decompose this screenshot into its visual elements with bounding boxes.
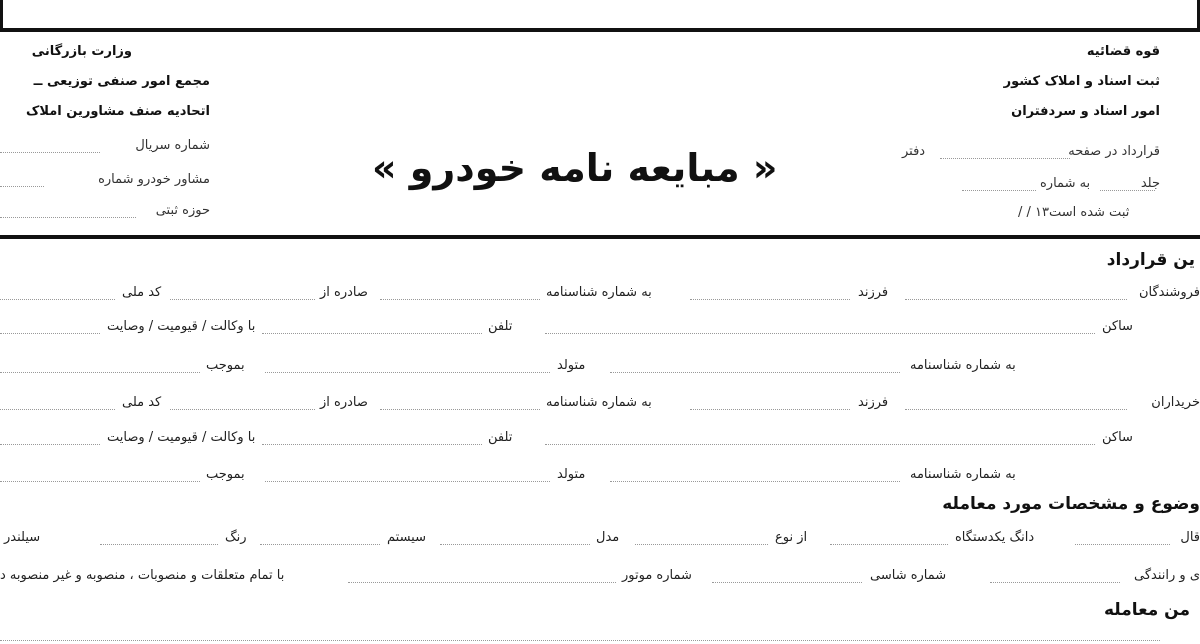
vehicle-engine-field[interactable] xyxy=(348,582,616,583)
org-right-line-1: قوه قضائیه xyxy=(1086,44,1160,59)
vehicle-driving-label: ی و رانندگی xyxy=(1134,568,1200,583)
seller-issued-from-field[interactable] xyxy=(170,299,315,300)
buyer-residence-label: ساکن xyxy=(1102,430,1133,445)
buyer-id-number-field[interactable] xyxy=(380,409,540,410)
seller-power-of-attorney-label: با وکالت / قیومیت / وصایت xyxy=(107,319,256,334)
buyer-attorney-field[interactable] xyxy=(0,444,100,445)
serial-number-field[interactable] xyxy=(0,152,100,153)
seller-residence-field[interactable] xyxy=(545,333,1095,334)
advisor-number-field[interactable] xyxy=(0,186,44,187)
header-bottom-rule xyxy=(0,235,1200,239)
buyer-child-of-label: فرزند xyxy=(858,395,889,410)
seller-rep-birth-field[interactable] xyxy=(265,372,550,373)
vehicle-system-field[interactable] xyxy=(440,544,590,545)
buyer-father-field[interactable] xyxy=(690,409,850,410)
buyer-rep-id-label: به شماره شناسنامه xyxy=(910,467,1016,482)
buyer-id-number-label: به شماره شناسنامه xyxy=(546,395,652,410)
seller-residence-label: ساکن xyxy=(1102,319,1133,334)
seller-phone-label: تلفن xyxy=(488,319,513,334)
volume-field[interactable] xyxy=(1100,190,1155,191)
buyers-name-field[interactable] xyxy=(905,409,1127,410)
seller-id-number-field[interactable] xyxy=(380,299,540,300)
seller-rep-id-label: به شماره شناسنامه xyxy=(910,358,1016,373)
number-label: به شماره xyxy=(1040,176,1091,191)
section-subject-heading: وضوع و مشخصات مورد معامله xyxy=(942,494,1200,514)
org-left-line-1: وزارت بازرگانی xyxy=(31,44,132,59)
vehicle-cylinder-label: سیلندر xyxy=(4,530,41,545)
vehicle-share-label: دانگ یکدستگاه xyxy=(955,530,1035,545)
top-frame-left xyxy=(0,0,3,28)
vehicle-model-label: مدل xyxy=(596,530,620,545)
vehicle-type-field[interactable] xyxy=(830,544,948,545)
seller-rep-birth-label: متولد xyxy=(557,358,586,373)
vehicle-plate-field[interactable] xyxy=(990,582,1120,583)
seller-national-code-field[interactable] xyxy=(0,299,115,300)
vehicle-chassis-field[interactable] xyxy=(712,582,862,583)
buyer-national-code-label: کد ملی xyxy=(122,395,162,410)
org-left-line-3: اتحادیه صنف مشاورین املاک xyxy=(26,104,210,119)
seller-rep-basis-label: بموجب xyxy=(206,358,245,373)
seller-phone-field[interactable] xyxy=(262,333,482,334)
org-right-line-3: امور اسناد و سردفتران xyxy=(1011,104,1160,119)
buyer-phone-field[interactable] xyxy=(262,444,482,445)
vehicle-transfer-label: قال xyxy=(1180,530,1200,545)
buyer-rep-birth-label: متولد xyxy=(557,467,586,482)
serial-number-label: شماره سریال xyxy=(135,138,210,153)
seller-id-number-label: به شماره شناسنامه xyxy=(546,285,652,300)
contract-page-label: قرارداد در صفحه xyxy=(1068,144,1160,159)
buyer-national-code-field[interactable] xyxy=(0,409,115,410)
page-title: « مبایعه نامه خودرو » xyxy=(372,146,778,190)
sellers-name-field[interactable] xyxy=(905,299,1127,300)
buyer-rep-birth-field[interactable] xyxy=(265,481,550,482)
volume-label: جلد xyxy=(1140,176,1160,191)
header-top-rule xyxy=(0,28,1200,32)
seller-rep-id-field[interactable] xyxy=(610,372,900,373)
org-right-line-2: ثبت اسناد و املاک کشور xyxy=(1003,74,1160,89)
buyer-rep-basis-field[interactable] xyxy=(0,481,200,482)
vehicle-system-label: سیستم xyxy=(387,530,426,545)
vehicle-model-field[interactable] xyxy=(635,544,768,545)
buyer-issued-from-label: صادره از xyxy=(320,395,368,410)
vehicle-color-field[interactable] xyxy=(260,544,380,545)
advisor-number-label: مشاور خودرو شماره xyxy=(98,172,210,187)
section-price-heading: من معامله xyxy=(1103,600,1190,620)
vehicle-color-label: رنگ xyxy=(225,530,247,545)
org-left-line-2: مجمع امور صنفی توزیعی ــ xyxy=(33,74,210,89)
section-parties-heading: ین قرارداد xyxy=(1106,250,1195,270)
vehicle-type-label: از نوع xyxy=(775,530,808,545)
buyer-residence-field[interactable] xyxy=(545,444,1095,445)
price-field[interactable] xyxy=(0,640,1160,641)
seller-child-of-label: فرزند xyxy=(858,285,889,300)
buyer-power-of-attorney-label: با وکالت / قیومیت / وصایت xyxy=(107,430,256,445)
vehicle-engine-label: شماره موتور xyxy=(622,568,692,583)
sellers-label: فروشندگان xyxy=(1138,285,1200,300)
vehicle-accessories-text: با تمام متعلقات و منصوبات ، منصوبه و غیر منصوبه د xyxy=(0,568,285,583)
vehicle-share-field[interactable] xyxy=(1075,544,1170,545)
office-label: دفتر xyxy=(902,144,926,159)
seller-issued-from-label: صادره از xyxy=(320,285,368,300)
registry-area-label: حوزه ثبتی xyxy=(155,203,210,218)
vehicle-cylinder-field[interactable] xyxy=(100,544,218,545)
contract-page-field[interactable] xyxy=(940,158,1070,159)
registered-date-label: / / ۱۳ثبت شده است xyxy=(1018,205,1130,220)
registry-area-field[interactable] xyxy=(0,217,136,218)
buyer-rep-id-field[interactable] xyxy=(610,481,900,482)
seller-father-field[interactable] xyxy=(690,299,850,300)
seller-national-code-label: کد ملی xyxy=(122,285,162,300)
seller-attorney-field[interactable] xyxy=(0,333,100,334)
buyers-label: خریداران xyxy=(1151,395,1200,410)
buyer-phone-label: تلفن xyxy=(488,430,513,445)
buyer-rep-basis-label: بموجب xyxy=(206,467,245,482)
vehicle-chassis-label: شماره شاسی xyxy=(870,568,947,583)
number-field[interactable] xyxy=(962,190,1036,191)
seller-rep-basis-field[interactable] xyxy=(0,372,200,373)
buyer-issued-from-field[interactable] xyxy=(170,409,315,410)
